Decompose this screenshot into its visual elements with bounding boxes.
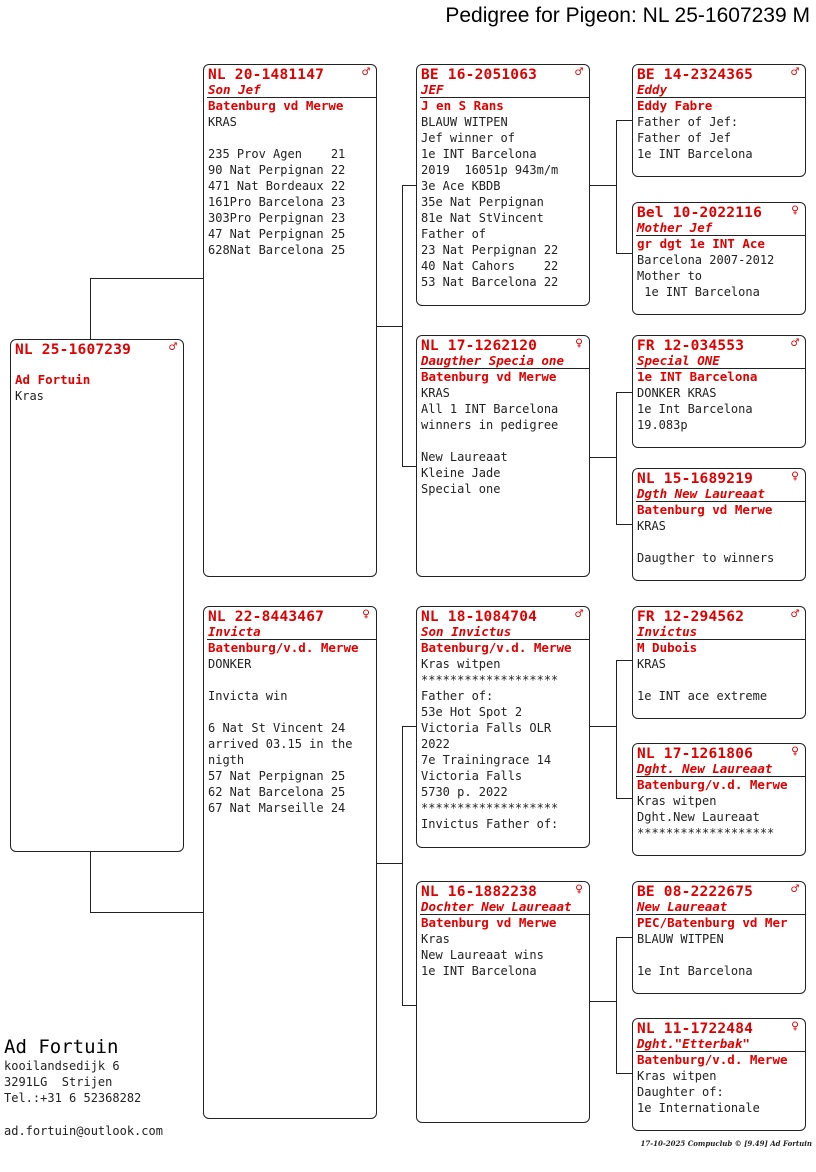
page-title: Pedigree for Pigeon: NL 25-1607239 M: [445, 4, 810, 27]
pigeon-name: Son Jef: [207, 82, 376, 98]
male-icon: ♂: [791, 607, 799, 622]
connector-line: [616, 120, 633, 121]
pigeon-name: JEF: [420, 82, 589, 98]
male-icon: ♂: [791, 65, 799, 80]
male-icon: ♂: [362, 65, 370, 80]
pigeon-notes: KRAS Daugther to winners: [637, 519, 775, 565]
pigeon-card-dam-dam[interactable]: [416, 881, 590, 1123]
ring-number: BE 16-2051063: [421, 67, 538, 83]
pigeon-owner: Batenburg/v.d. Merwe: [637, 777, 788, 792]
pigeon-owner: Eddy Fabre: [637, 98, 713, 113]
pigeon-card-dsd[interactable]: [632, 743, 806, 856]
pigeon-card-subject[interactable]: [10, 339, 184, 852]
pigeon-card-ddd[interactable]: [632, 1018, 806, 1131]
pigeon-card-sds[interactable]: [632, 335, 806, 448]
female-icon: ♀: [791, 744, 799, 759]
pigeon-card-dam-sire[interactable]: [416, 606, 590, 848]
ring-number: NL 25-1607239: [15, 342, 132, 358]
male-icon: ♂: [575, 65, 583, 80]
male-icon: ♂: [575, 607, 583, 622]
connector-line: [616, 798, 633, 799]
connector-line: [616, 392, 617, 525]
ring-number: BE 08-2222675: [637, 884, 754, 900]
pigeon-card-dam[interactable]: [203, 606, 377, 1119]
pigeon-name: Son Invictus: [420, 624, 589, 640]
connector-line: [402, 726, 403, 1006]
connector-line: [589, 185, 616, 186]
ring-number: NL 16-1882238: [421, 884, 538, 900]
connector-line: [616, 660, 617, 799]
connector-line: [589, 457, 616, 458]
connector-line: [589, 726, 616, 727]
connector-line: [402, 726, 417, 727]
pigeon-card-sdd[interactable]: [632, 468, 806, 581]
pigeon-owner: J en S Rans: [421, 98, 504, 113]
pigeon-name: Invicta: [207, 624, 376, 640]
connector-line: [402, 1005, 417, 1006]
pigeon-notes: Kras: [15, 389, 44, 403]
pigeon-card-dss[interactable]: [632, 606, 806, 719]
pigeon-name: Dochter New Laureaat: [420, 899, 589, 915]
connector-line: [402, 185, 403, 467]
pigeon-name: Special ONE: [636, 353, 805, 369]
breeder-city: 3291LG Strijen: [4, 1075, 113, 1089]
connector-line: [402, 185, 417, 186]
pigeon-owner: 1e INT Barcelona: [637, 369, 758, 384]
female-icon: ♀: [362, 607, 370, 622]
connector-line: [90, 912, 204, 913]
pigeon-owner: Ad Fortuin: [15, 372, 91, 387]
pigeon-name: Dght. New Laureaat: [636, 761, 805, 777]
ring-number: NL 11-1722484: [637, 1021, 754, 1037]
pigeon-owner: Batenburg vd Merwe: [421, 915, 557, 930]
connector-line: [376, 326, 402, 327]
pigeon-owner: Batenburg/v.d. Merwe: [421, 640, 572, 655]
pigeon-notes: BLAUW WITPEN Jef winner of 1e INT Barcelona 2019 16051p 943m/m 3e Ace KBDB 35e Nat Perpignan 81e Nat StVincent Father of 23 Nat Perpignan 22 40 Nat Cahors 22 53 Nat Barcelona 22: [421, 115, 559, 289]
male-icon: ♂: [791, 336, 799, 351]
pigeon-name: Daugther Specia one: [420, 353, 589, 369]
female-icon: ♀: [575, 882, 583, 897]
pigeon-notes: KRAS 235 Prov Agen 21 90 Nat Perpignan 22 471 Nat Bordeaux 22 161Pro Barcelona 23 303Pro Perpignan 23 47 Nat Perpignan 25 628Nat Barcelona 25: [208, 115, 346, 257]
pigeon-notes: Kras witpen ******************* Father of: 53e Hot Spot 2 Victoria Falls OLR 2022 7e Trainingrace 14 Victoria Falls 5730 p. 2022 ******************* Invictus Father of:: [421, 657, 559, 831]
pigeon-owner: Batenburg vd Merwe: [421, 369, 557, 384]
pigeon-name: Mother Jef: [636, 220, 805, 236]
pigeon-owner: PEC/Batenburg vd Mer: [637, 915, 788, 930]
pigeon-owner: M Dubois: [637, 640, 698, 655]
pigeon-owner: Batenburg vd Merwe: [208, 98, 344, 113]
breeder-email: ad.fortuin@outlook.com: [4, 1124, 163, 1138]
pigeon-owner: Batenburg/v.d. Merwe: [637, 1052, 788, 1067]
pigeon-name: Dght."Etterbak": [636, 1036, 805, 1052]
female-icon: ♀: [575, 336, 583, 351]
connector-line: [616, 120, 617, 254]
pigeon-name: Eddy: [636, 82, 805, 98]
breeder-street: kooilandsedijk 6: [4, 1059, 120, 1073]
pigeon-notes: Kras witpen Dght.New Laureaat *******************: [637, 794, 775, 840]
pigeon-card-sire[interactable]: [203, 64, 377, 577]
pigeon-card-ssd[interactable]: [632, 202, 806, 315]
ring-number: NL 17-1262120: [421, 338, 538, 354]
pigeon-name: [14, 357, 183, 372]
pigeon-card-sire-sire[interactable]: [416, 64, 590, 306]
pigeon-notes: KRAS 1e INT ace extreme: [637, 657, 768, 703]
connector-line: [90, 278, 91, 340]
breeder-info: [4, 1036, 141, 1106]
pigeon-notes: DONKER KRAS 1e Int Barcelona 19.083p: [637, 386, 753, 432]
pigeon-notes: Kras witpen Daughter of: 1e Internationale: [637, 1069, 760, 1115]
ring-number: BE 14-2324365: [637, 67, 754, 83]
pigeon-owner: Batenburg vd Merwe: [637, 502, 773, 517]
connector-line: [616, 1073, 633, 1074]
pigeon-card-dds[interactable]: [632, 881, 806, 994]
pigeon-card-sss[interactable]: [632, 64, 806, 177]
male-icon: ♂: [791, 882, 799, 897]
breeder-phone: Tel.:+31 6 52368282: [4, 1091, 142, 1105]
ring-number: FR 12-294562: [637, 609, 745, 625]
pigeon-owner: Batenburg/v.d. Merwe: [208, 640, 359, 655]
ring-number: NL 20-1481147: [208, 67, 325, 83]
connector-line: [402, 466, 417, 467]
ring-number: NL 18-1084704: [421, 609, 538, 625]
pigeon-notes: Father of Jef: Father of Jef 1e INT Barcelona: [637, 115, 753, 161]
ring-number: Bel 10-2022116: [637, 205, 763, 221]
ring-number: NL 22-8443467: [208, 609, 325, 625]
pigeon-name: Dgth New Laureaat: [636, 486, 805, 502]
print-footer: 17-10-2025 Compuclub © [9.49] Ad Fortuin: [640, 1139, 812, 1148]
female-icon: ♀: [791, 1019, 799, 1034]
pigeon-notes: KRAS All 1 INT Barcelona winners in pedigree New Laureaat Kleine Jade Special one: [421, 386, 559, 496]
breeder-name: Ad Fortuin: [4, 1036, 119, 1058]
connector-line: [616, 937, 633, 938]
connector-line: [616, 937, 617, 1074]
pigeon-owner: gr dgt 1e INT Ace: [637, 236, 765, 251]
pigeon-notes: Barcelona 2007-2012 Mother to 1e INT Barcelona: [637, 253, 775, 299]
connector-line: [616, 524, 633, 525]
connector-line: [376, 863, 402, 864]
pigeon-name: New Laureaat: [636, 899, 805, 915]
pigeon-notes: DONKER Invicta win 6 Nat St Vincent 24 arrived 03.15 in the nigth 57 Nat Perpignan 25 62 Nat Barcelona 25 67 Nat Marseille 24: [208, 657, 353, 815]
ring-number: FR 12-034553: [637, 338, 745, 354]
connector-line: [90, 851, 91, 913]
connector-line: [616, 392, 633, 393]
pigeon-card-sire-dam[interactable]: [416, 335, 590, 577]
pigeon-name: Invictus: [636, 624, 805, 640]
ring-number: NL 17-1261806: [637, 746, 754, 762]
ring-number: NL 15-1689219: [637, 471, 754, 487]
pigeon-notes: Kras New Laureaat wins 1e INT Barcelona: [421, 932, 544, 978]
connector-line: [616, 253, 633, 254]
female-icon: ♀: [791, 203, 799, 218]
connector-line: [90, 278, 204, 279]
female-icon: ♀: [791, 469, 799, 484]
connector-line: [589, 1001, 616, 1002]
male-icon: ♂: [169, 340, 177, 355]
connector-line: [616, 660, 633, 661]
pigeon-notes: BLAUW WITPEN 1e Int Barcelona: [637, 932, 753, 978]
